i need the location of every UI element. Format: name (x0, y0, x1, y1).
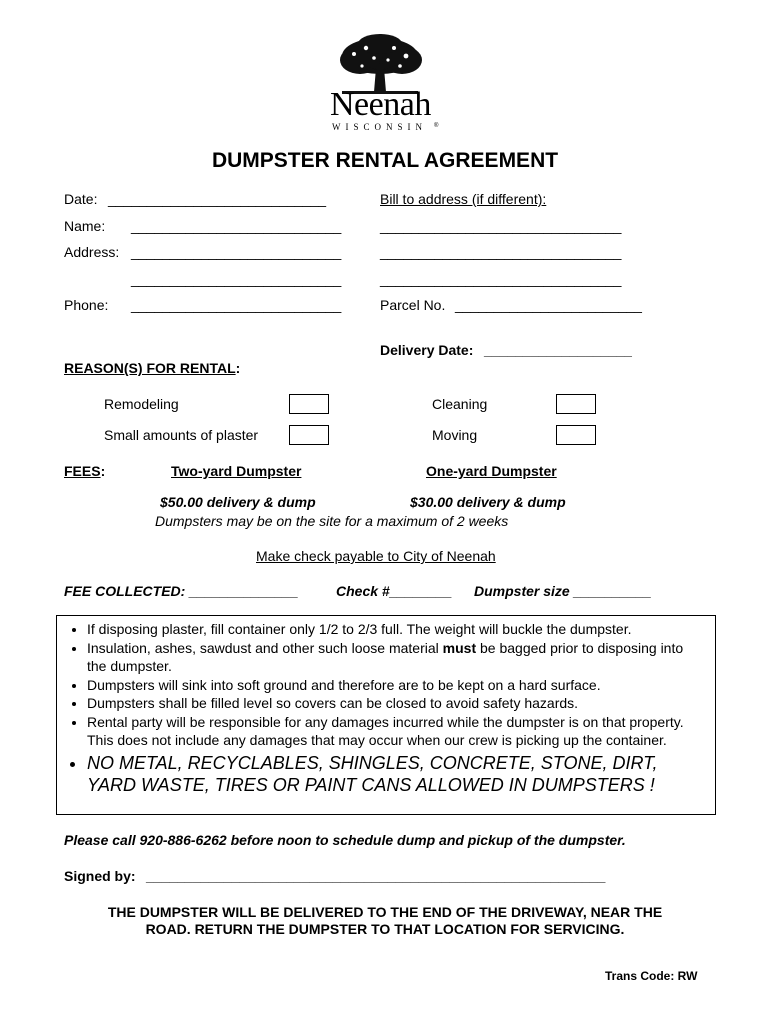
phone-label: Phone: (64, 297, 109, 313)
name-field[interactable]: ___________________________ (131, 218, 342, 234)
reasons-heading-text: REASON(S) FOR RENTAL (64, 360, 236, 376)
bill-to-field-2[interactable]: _______________________________ (380, 244, 622, 260)
logo-subtitle: WISCONSIN (332, 122, 428, 132)
fees-label (64, 463, 105, 479)
reason-remodeling-checkbox[interactable] (289, 394, 329, 414)
date-label: Date: (64, 191, 98, 207)
bill-to-label: Bill to address (if different): (380, 191, 547, 207)
max-duration-note: Dumpsters may be on the site for a maximum of 2 weeks (155, 513, 509, 529)
address-field-1[interactable]: ___________________________ (131, 244, 342, 260)
check-payable-note: Make check payable to City of Neenah (256, 548, 496, 564)
reason-moving-label: Moving (432, 427, 478, 443)
rule-item (87, 639, 705, 676)
rules-box (56, 615, 716, 815)
address-field-2[interactable]: ___________________________ (131, 271, 342, 287)
reason-cleaning-checkbox[interactable] (556, 394, 596, 414)
name-label: Name: (64, 218, 106, 234)
fees-label-colon: : (100, 463, 106, 479)
delivery-date-label: Delivery Date: (380, 342, 474, 358)
neenah-logo (320, 34, 450, 134)
check-number-field[interactable]: Check #________ (336, 583, 452, 599)
bill-to-field-3[interactable]: _______________________________ (380, 271, 622, 287)
bill-to-field-1[interactable]: _______________________________ (380, 218, 622, 234)
delivery-notice-line-2: ROAD. RETURN THE DUMPSTER TO THAT LOCATION FOR SERVICING. (145, 921, 625, 937)
signed-by-label: Signed by: (64, 868, 136, 884)
dumpster-size-field[interactable]: Dumpster size __________ (474, 583, 652, 599)
call-note: Please call 920-886-6262 before noon to schedule dump and pickup of the dumpster. (64, 832, 626, 848)
phone-field[interactable]: ___________________________ (131, 297, 342, 313)
two-yard-price: $50.00 delivery & dump (160, 494, 316, 510)
rule-text: be bagged prior to disposing into the dumpster. (87, 639, 684, 674)
page-title: DUMPSTER RENTAL AGREEMENT (211, 149, 559, 172)
rule-emphasis: must (442, 639, 477, 656)
reason-moving-checkbox[interactable] (556, 425, 596, 445)
two-yard-heading: Two-yard Dumpster (171, 463, 302, 479)
rule-item: • Rental party will be responsible for any damages incurred while the dumpster is on that property. This does not include any damages that may occur when our crew is picking up the container. (87, 713, 705, 750)
rule-item: • Dumpsters will sink into soft ground and therefore are to be kept on a hard surface. (87, 676, 705, 695)
delivery-notice-line-1: THE DUMPSTER WILL BE DELIVERED TO THE END OF THE DRIVEWAY, NEAR THE (107, 904, 663, 920)
one-yard-heading: One-yard Dumpster (426, 463, 557, 479)
reasons-heading-colon: : (235, 360, 241, 376)
signature-field[interactable]: ___________________________________________________________ (146, 868, 606, 884)
prohibited-items-rule: • NO METAL, RECYCLABLES, SHINGLES, CONCRETE, STONE, DIRT, YARD WASTE, TIRES OR PAINT CANS ALLOWED IN DUMPSTERS ! (87, 752, 705, 796)
fees-label-text: FEES (64, 463, 101, 479)
date-field[interactable]: ____________________________ (108, 191, 327, 207)
rule-text: Insulation, ashes, sawdust and other such loose material (87, 639, 443, 656)
reasons-heading (64, 360, 240, 376)
rule-item: • If disposing plaster, fill container only 1/2 to 2/3 full. The weight will buckle the dumpster. (87, 620, 705, 639)
reason-remodeling-label: Remodeling (104, 396, 179, 412)
reason-plaster-checkbox[interactable] (289, 425, 329, 445)
parcel-label: Parcel No. (380, 297, 446, 313)
logo-name: Neenah (330, 86, 431, 123)
one-yard-price: $30.00 delivery & dump (410, 494, 566, 510)
delivery-date-field[interactable]: ___________________ (484, 342, 632, 358)
rule-item: • Dumpsters shall be filled level so covers can be closed to avoid safety hazards. (87, 694, 705, 713)
parcel-field[interactable]: ________________________ (455, 297, 642, 313)
address-label: Address: (64, 244, 120, 260)
logo-trademark: ® (434, 123, 439, 129)
rules-list (57, 616, 715, 796)
reason-cleaning-label: Cleaning (432, 396, 488, 412)
trans-code: Trans Code: RW (605, 969, 698, 983)
reason-plaster-label: Small amounts of plaster (104, 427, 259, 443)
fee-collected-field[interactable]: FEE COLLECTED: ______________ (64, 583, 299, 599)
